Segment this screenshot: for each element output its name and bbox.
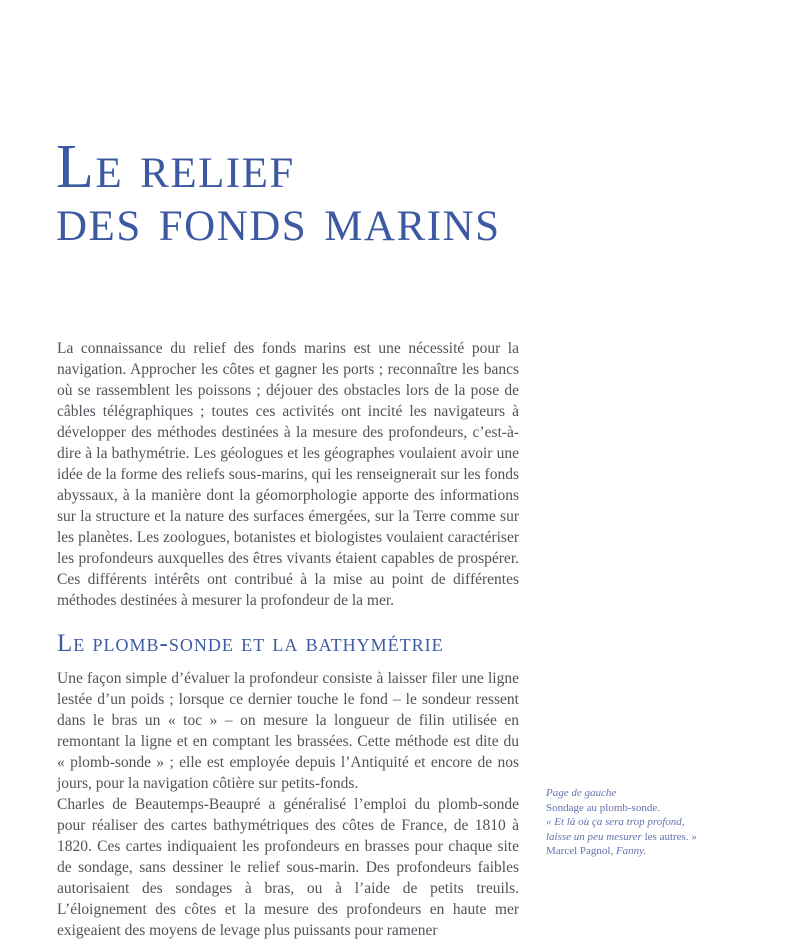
margin-note-segment: Page de gauche — [546, 787, 617, 799]
paragraph-beautemps-beaupre: Charles de Beautemps-Beaupré a généralisé l’emploi du plomb-sonde pour réaliser des cartes bathymétriques des côtes de France, de 1810 à 1820. Ces cartes indiquaient les profondeurs en brasses pour chaque site de sondage, sans dessiner le relief sous-marin. Des profondeurs faibles autorisaient des sondages à bras, ou à l’aide de petits treuils. L’éloignement des côtes et la mesure des profondeurs en haute mer exigeaient des moyens de levage plus puissants pour ramener — [57, 796, 519, 939]
intro-paragraph: La connaissance du relief des fonds marins est une nécessité pour la navigation. Approcher les côtes et gagner les ports ; reconnaître les bancs où se rassemblent les poissons ; déjouer des obstacles lors de la pose de câbles télégraphiques ; toutes ces activités ont incité les navigateurs à développer des méthodes destinées à la mesure des profondeurs, c’est-à-dire à la bathymétrie. Les géologues et les géographes voulaient avoir une idée de la forme des reliefs sous-marins, qui les renseignerait sur les fonds abyssaux, à la manière dont la géomorphologie apporte des informations sur la structure et la nature des surfaces émergées, sur la Terre comme sur les planètes. Les zoologues, botanistes et biologistes voulaient caractériser les profondeurs auxquelles des êtres vivants étaient capables de prospérer. Ces différents intérêts ont contribué à la mise au point de différentes méthodes destinées à mesurer la profondeur de la mer. — [57, 340, 519, 609]
margin-note-line — [546, 830, 756, 845]
margin-note-line — [546, 786, 756, 801]
margin-note-line — [546, 815, 756, 830]
page-title — [56, 133, 501, 254]
margin-note-segment: les autres. » — [641, 830, 697, 843]
margin-note-segment: Fanny. — [615, 845, 647, 857]
margin-note-segment: laisse un peu mesurer — [546, 830, 642, 843]
body-column — [57, 338, 519, 941]
page-title-line-1: Le relief — [56, 133, 295, 201]
margin-note-line — [546, 844, 756, 859]
paragraph-plomb-sonde: Une façon simple d’évaluer la profondeur consiste à laisser filer une ligne lestée d’un poids ; lorsque ce dernier touche le fond – le sondeur ressent dans le bras un « toc » – on mesure la longueur de filin utilisée en remontant la ligne et en comptant les brassées. Cette méthode est dite du « plomb-sonde » ; elle est employée depuis l’Antiquité et encore de nos jours, pour la navigation côtière sur petits-fonds. — [57, 670, 519, 792]
page-title-line-2: des fonds marins — [56, 186, 501, 254]
margin-note-segment: Marcel Pagnol, — [546, 845, 616, 857]
margin-note-segment: Sondage au plomb-sonde. — [546, 801, 660, 814]
margin-note-line — [546, 801, 756, 816]
margin-note — [546, 786, 756, 859]
section-heading: Le plomb-sonde et la bathymétrie — [57, 630, 444, 657]
margin-note-segment: « Et là où ça sera trop profond, — [546, 816, 685, 828]
